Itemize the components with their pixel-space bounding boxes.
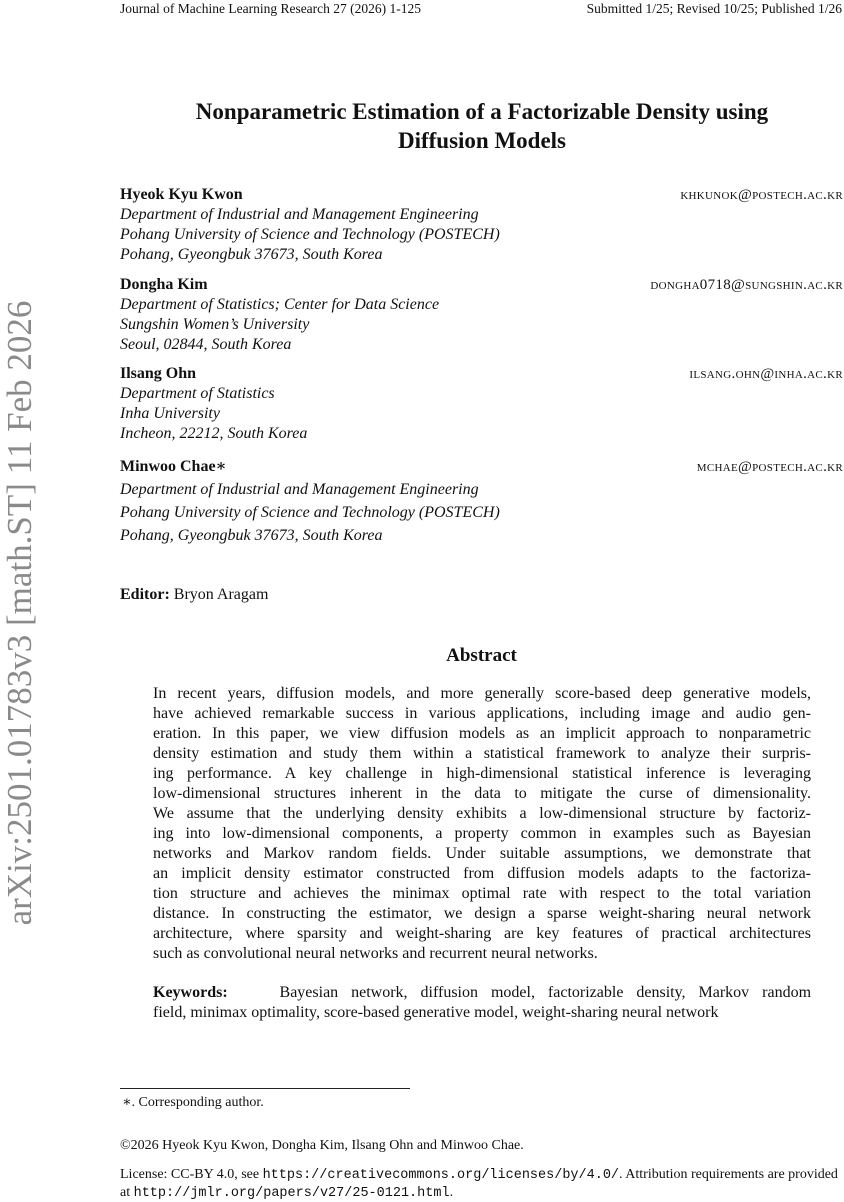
abstract-line: tion structure and achieves the minimax optimal rate with respect to the total variation	[153, 885, 811, 902]
abstract-body	[153, 684, 811, 964]
author-name: Ilsang Ohn	[120, 365, 197, 382]
jmlr-link[interactable]: http://jmlr.org/papers/v27/25-0121.html	[133, 1186, 450, 1201]
abstract-line: an implicit density estimator constructed from diffusion models adapts to the factoriza-	[153, 865, 811, 882]
license-link[interactable]: https://creativecommons.org/licenses/by/4.0/	[262, 1168, 620, 1183]
author-email[interactable]: ilsang.ohn@inha.ac.kr	[689, 366, 843, 382]
arxiv-stamp: arXiv:2501.01783v3 [math.ST] 11 Feb 2026	[0, 300, 39, 926]
editor-label: Editor:	[120, 586, 170, 603]
copyright: ©2026 Hyeok Kyu Kwon, Dongha Kim, Ilsang Ohn and Minwoo Chae.	[120, 1138, 524, 1153]
author-affiliation: Department of Industrial and Management Engineering	[120, 481, 479, 498]
author-email[interactable]: dongha0718@sungshin.ac.kr	[650, 277, 843, 293]
keywords-line: Bayesian network, diffusion model, factorizable density, Markov random	[279, 984, 812, 1001]
keywords-line: field, minimax optimality, score-based generative model, weight-sharing neural network	[153, 1004, 719, 1021]
abstract-line: have achieved remarkable success in various applications, including image and audio gen-	[153, 705, 811, 722]
abstract-line: We assume that the underlying density exhibits a low-dimensional structure by factoriz-	[153, 805, 811, 822]
license	[120, 1166, 843, 1202]
editor-name: Bryon Aragam	[173, 586, 269, 603]
author-affiliation: Pohang, Gyeongbuk 37673, South Korea	[120, 246, 383, 263]
keywords-label: Keywords:	[153, 984, 228, 1001]
abstract-line: ing performance. A key challenge in high-dimensional statistical inference is leveraging	[153, 765, 811, 782]
author-name: Dongha Kim	[120, 276, 208, 293]
footnote: ∗. Corresponding author.	[122, 1095, 264, 1110]
license-text: License: CC-BY 4.0, see	[120, 1167, 263, 1182]
author-block	[120, 185, 843, 265]
running-header-journal: Journal of Machine Learning Research 27 (2026) 1-125	[120, 1, 422, 16]
abstract-line: ing into low-dimensional components, a property common in examples such as Bayesian	[153, 825, 811, 842]
author-name: Hyeok Kyu Kwon	[120, 186, 243, 203]
author-affiliation: Department of Statistics; Center for Data Science	[120, 296, 440, 313]
editor	[120, 586, 268, 604]
abstract-line: density estimation and study them within a statistical framework to analyze their surpris-	[153, 745, 811, 762]
abstract-line: such as convolutional neural networks and recurrent neural networks.	[153, 945, 598, 962]
author-name: Minwoo Chae∗	[120, 458, 227, 475]
author-affiliation: Seoul, 02844, South Korea	[120, 336, 292, 353]
author-affiliation: Pohang University of Science and Technology (POSTECH)	[120, 504, 500, 521]
author-affiliation: Inha University	[120, 405, 220, 422]
license-text: . Attribution requirements are provided at	[120, 1167, 838, 1200]
author-affiliation: Sungshin Women’s University	[120, 316, 310, 333]
abstract-line: architecture, where sparsity and weight-sharing are key features of practical architectures	[153, 925, 811, 942]
author-affiliation: Pohang, Gyeongbuk 37673, South Korea	[120, 527, 383, 544]
abstract-line: eration. In this paper, we view diffusion models as an implicit approach to nonparametric	[153, 725, 811, 742]
abstract-line: networks and Markov random fields. Under suitable assumptions, we demonstrate that	[153, 845, 811, 862]
author-email[interactable]: mchae@postech.ac.kr	[696, 459, 843, 475]
author-block	[120, 364, 843, 444]
author-block	[120, 457, 843, 546]
keywords	[153, 983, 811, 1023]
abstract-line: low-dimensional structures inherent in the data to mitigate the curse of dimensionality.	[153, 785, 811, 802]
paper-title	[120, 97, 844, 155]
author-affiliation: Incheon, 22212, South Korea	[120, 425, 308, 442]
abstract-heading: Abstract	[446, 645, 517, 666]
footnote-rule	[120, 1088, 410, 1089]
title-line: Diffusion Models	[397, 128, 567, 153]
title-line: Nonparametric Estimation of a Factorizable Density using	[195, 99, 769, 124]
abstract-line: In recent years, diffusion models, and more generally score-based deep generative models,	[153, 685, 811, 702]
running-header-dates: Submitted 1/25; Revised 10/25; Published 1/26	[586, 1, 842, 16]
abstract-line: distance. In constructing the estimator, we design a sparse weight-sharing neural network	[153, 905, 811, 922]
author-affiliation: Department of Statistics	[120, 385, 275, 402]
license-text: .	[449, 1185, 454, 1200]
author-affiliation: Pohang University of Science and Technology (POSTECH)	[120, 226, 500, 243]
author-affiliation: Department of Industrial and Management Engineering	[120, 206, 479, 223]
author-block	[120, 275, 843, 355]
author-email[interactable]: khkunok@postech.ac.kr	[680, 187, 843, 203]
